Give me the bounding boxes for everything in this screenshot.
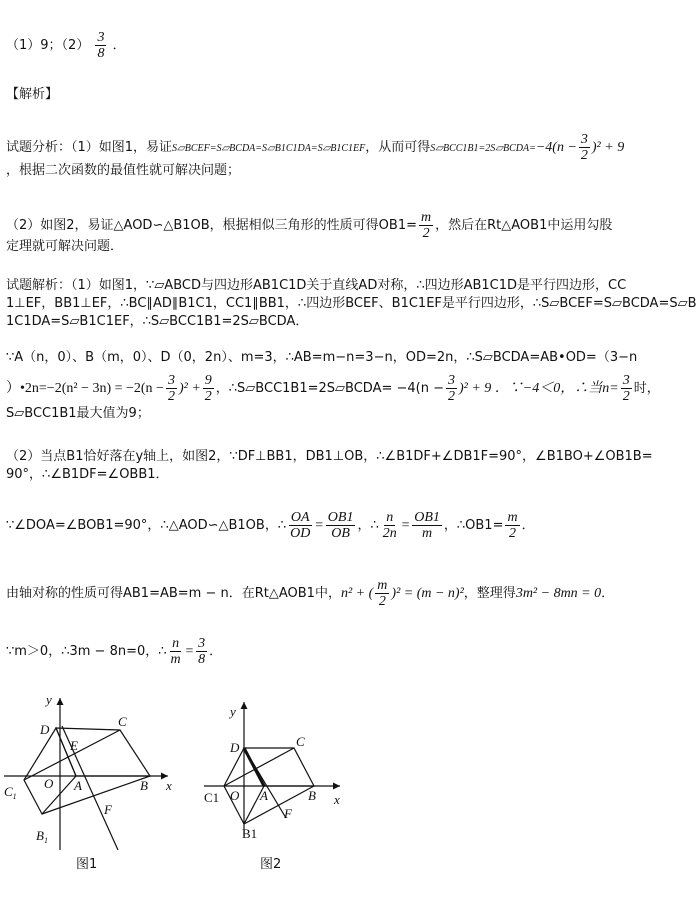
solution1-line2: 1⊥EF，BB1⊥EF，∴BC∥AD∥B1C1，CC1∥BB1，∴四边形BCEF、B1C1EF是平行四边形，∴S▱BCEF=S▱BCDA=S▱B <box>6 296 697 311</box>
figure-2-diagram <box>198 690 368 890</box>
answer-fraction-denominator: 8 <box>97 46 105 61</box>
analysis1-prefix: 试题分析：（1）如图1，易证 <box>6 140 173 155</box>
solution6-fraction-1 <box>169 636 183 667</box>
analysis1-line2: ，根据二次函数的最值性就可解决问题； <box>6 163 241 178</box>
solution2-fraction-3-denominator: 2 <box>448 389 455 404</box>
analysis2-fraction <box>419 210 433 241</box>
solution4-fraction-5 <box>505 510 519 541</box>
figure1-label-x: x <box>166 778 172 793</box>
figure1-label-e: E <box>70 738 78 753</box>
analysis1-fraction <box>579 132 590 163</box>
figure1-label-o: O <box>44 776 54 791</box>
figure2-label-b: B <box>308 788 316 803</box>
solution6-fraction-1-denominator: m <box>170 652 181 667</box>
answer-fraction <box>95 30 106 61</box>
solution6-equals: = <box>184 644 195 659</box>
analysis2-fraction-denominator: 2 <box>422 226 430 241</box>
figure1-label-c: C <box>118 714 127 729</box>
analysis2-prefix: （2）如图2，易证△AOD∽△B1OB，根据相似三角形的性质可得OB1= <box>6 218 417 233</box>
solution6-fraction-2-numerator: 3 <box>198 636 206 651</box>
solution2-fraction-4-numerator: 3 <box>622 373 630 388</box>
solution2-expr-b: )² + <box>178 381 201 396</box>
solution4-fraction-5-numerator: m <box>507 510 518 525</box>
solution4-fraction-1-denominator: OD <box>290 526 311 541</box>
solution5-prefix: 由轴对称的性质可得AB1=AB=m − n．在Rt△AOB1中， <box>6 586 341 601</box>
figure2-label-y: y <box>230 704 236 719</box>
solution6-fraction-1-numerator: n <box>172 636 180 651</box>
solution2-fraction-3 <box>446 373 457 404</box>
figure2-label-f: F <box>284 806 292 821</box>
analysis2-line1 <box>6 210 612 241</box>
figure2-label-c: C <box>296 734 305 749</box>
solution2-line3: S▱BCC1B1最大值为9； <box>6 406 150 421</box>
solution4-fraction-3 <box>381 510 399 541</box>
solution5-fraction-numerator: m <box>377 578 388 593</box>
solution4-fraction-4-denominator: m <box>421 526 433 541</box>
answer-tail: ． <box>112 38 126 53</box>
analysis1-fraction-numerator: 3 <box>580 132 588 147</box>
analysis1-expr-a: −4(n − <box>535 140 577 155</box>
figure1-label-d: D <box>40 722 50 737</box>
solution4-fraction-3-numerator: n <box>386 510 394 525</box>
solution6-prefix: ∵m＞0，∴3m − 8n=0，∴ <box>6 644 167 659</box>
analysis1-middle: ，从而可得 <box>365 140 431 155</box>
solution2-expr-c: ，∴S▱BCC1B1=2S▱BCDA= −4(n − <box>215 381 444 396</box>
solution3-line1: （2）当点B1恰好落在y轴上，如图2，∵DF⊥BB1，DB1⊥OB，∴∠B1DF+∠DB1F=90°，∠B1BO+∠OB1B= <box>6 449 653 464</box>
solution2-fraction-2-denominator: 2 <box>204 389 212 404</box>
solution5-fraction <box>375 578 389 609</box>
solution2-line1: ∵A（n，0）、B（m，0）、D（0，2n）、m=3，∴AB=m−n=3−n，OD=2n，∴S▱BCDA=AB•OD=（3−n <box>6 350 638 365</box>
solution1-line3: 1C1DA=S▱B1C1EF，∴S▱BCC1B1=2S▱BCDA． <box>6 314 309 329</box>
solution2-fraction-4-denominator: 2 <box>622 389 630 404</box>
solution2-fraction-1 <box>166 373 177 404</box>
figure2-label-c1: C1 <box>204 790 220 805</box>
solution4-prefix: ∵∠DOA=∠BOB1=90°，∴△AOD∽△B1OB，∴ <box>6 518 287 533</box>
solution4-fraction-2-denominator: OB <box>331 526 350 541</box>
solution2-expr-d: )² + 9 ．∵−4＜0，∴当n= <box>459 381 619 396</box>
solution4-fraction-2 <box>326 510 356 541</box>
solution5-tail: ． <box>601 586 615 601</box>
analysis2-line2: 定理就可解决问题． <box>6 239 124 254</box>
solution4-line <box>6 510 535 541</box>
solution6-tail: ． <box>209 644 223 659</box>
answer-text: （1）9；（2） <box>6 38 90 53</box>
solution4-equals-2: = <box>400 518 411 533</box>
figure1-label-y: y <box>46 692 52 707</box>
solution6-fraction-2-denominator: 8 <box>198 652 206 667</box>
figure2-label-x: x <box>334 792 340 807</box>
solution2-fraction-4 <box>621 373 632 404</box>
solution2-fraction-2 <box>203 373 214 404</box>
solution1-line1: 试题解析：（1）如图1，∵▱ABCD与四边形AB1C1D关于直线AD对称，∴四边形AB1C1D是平行四边形，CC <box>6 278 627 293</box>
analysis-heading: 【解析】 <box>6 87 59 102</box>
solution5-fraction-denominator: 2 <box>378 594 386 609</box>
solution4-fraction-4 <box>412 510 442 541</box>
analysis1-expr-b: )² + 9 <box>591 140 625 155</box>
figure1-label-b: B <box>140 778 148 793</box>
solution2-fraction-2-numerator: 9 <box>204 373 212 388</box>
solution4-fraction-3-denominator: 2n <box>382 526 397 541</box>
figure1-label-b1: $B_1$ <box>36 828 48 845</box>
analysis1-area-left: S▱BCC1B1=2S▱BCDA= <box>430 143 536 154</box>
solution2-expr-e: 时， <box>633 381 660 396</box>
solution5-line <box>6 578 614 609</box>
solution4-middle-2: ，∴OB1= <box>443 518 504 533</box>
solution4-fraction-1-numerator: OA <box>290 510 310 525</box>
figure2-caption: 图2 <box>260 857 282 872</box>
solution2-line2 <box>6 373 660 404</box>
analysis1-fraction-denominator: 2 <box>580 148 588 163</box>
solution6-fraction-2 <box>196 636 207 667</box>
figure-1-diagram <box>0 690 200 890</box>
solution4-fraction-1 <box>288 510 312 541</box>
figure2-label-b1: B1 <box>242 826 258 841</box>
solution5-expr-c: 3m² − 8mn = 0 <box>515 586 602 601</box>
solution5-expr-b: )² = (m − n)² <box>391 586 464 601</box>
solution4-equals-1: = <box>314 518 324 533</box>
analysis2-suffix: ，然后在Rt△AOB1中运用勾股 <box>435 218 613 233</box>
solution4-fraction-2-numerator: OB1 <box>327 510 354 525</box>
figure2-segment-da <box>244 748 264 786</box>
analysis1-line1 <box>6 132 624 163</box>
figure2-label-d: D <box>230 740 240 755</box>
figure1-label-a: A <box>74 778 82 793</box>
solution2-fraction-1-denominator: 2 <box>167 389 175 404</box>
solution4-fraction-4-numerator: OB1 <box>414 510 440 525</box>
solution6-line <box>6 636 222 667</box>
figure2-label-a: A <box>260 788 268 803</box>
solution2-expr-a: ）•2n=−2(n² − 3n) = −2(n − <box>6 381 164 396</box>
solution4-fraction-5-denominator: 2 <box>509 526 517 541</box>
solution2-fraction-3-numerator: 3 <box>448 373 455 388</box>
solution4-tail: ． <box>521 518 535 533</box>
solution5-expr-a: n² + ( <box>340 586 374 601</box>
solution3-line2: 90°，∴∠B1DF=∠OBB1． <box>6 467 169 482</box>
figure1-label-f: F <box>104 802 112 817</box>
answer-line <box>6 30 126 61</box>
solution5-middle: ，整理得 <box>463 586 516 601</box>
solution4-middle: ，∴ <box>357 518 379 533</box>
figure2-label-o: O <box>230 788 240 803</box>
figure1-caption: 图1 <box>76 857 98 872</box>
analysis1-area-chain: S▱BCEF=S▱BCDA=S▱B1C1DA=S▱B1C1EF <box>172 143 366 154</box>
solution2-fraction-1-numerator: 3 <box>167 373 175 388</box>
figure1-label-c1: $C_1$ <box>4 784 17 801</box>
answer-fraction-numerator: 3 <box>97 30 105 45</box>
analysis2-fraction-numerator: m <box>421 210 432 225</box>
